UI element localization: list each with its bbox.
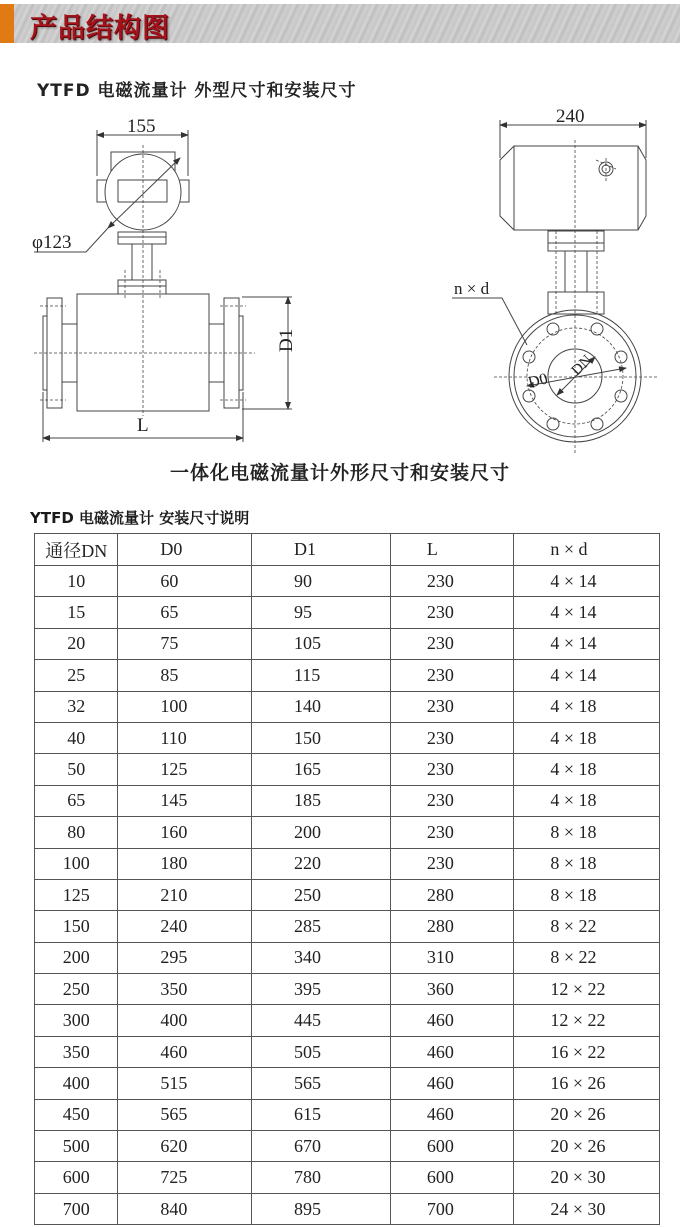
cell-d1: 105 [251,628,390,659]
cell-d0: 515 [118,1068,252,1099]
cell-nxd: 4 × 18 [514,785,660,816]
cell-nxd: 4 × 14 [514,597,660,628]
cell-d1: 220 [251,848,390,879]
flowmeter-dimension-drawing [0,100,680,455]
cell-d0: 620 [118,1131,252,1162]
table-row [35,1162,660,1193]
d1-label: D1 [276,328,297,352]
cell-d1: 95 [251,597,390,628]
header-l: L [390,534,513,566]
table-row [35,691,660,722]
cell-l: 230 [390,660,513,691]
cell-dn: 600 [35,1162,118,1193]
cell-d1: 565 [251,1068,390,1099]
cell-nxd: 16 × 26 [514,1068,660,1099]
cell-d0: 210 [118,879,252,910]
cell-d0: 110 [118,722,252,753]
cell-d1: 340 [251,942,390,973]
cell-d1: 285 [251,911,390,942]
cell-l: 360 [390,974,513,1005]
table-row [35,660,660,691]
cell-l: 230 [390,628,513,659]
cell-dn: 50 [35,754,118,785]
table-row [35,597,660,628]
cell-nxd: 20 × 30 [514,1162,660,1193]
cell-l: 280 [390,879,513,910]
cell-d1: 445 [251,1005,390,1036]
cell-l: 230 [390,848,513,879]
header-d1: D1 [251,534,390,566]
cell-nxd: 4 × 18 [514,691,660,722]
cell-dn: 450 [35,1099,118,1130]
cell-nxd: 8 × 18 [514,817,660,848]
cell-nxd: 4 × 14 [514,660,660,691]
cell-l: 700 [390,1193,513,1224]
cell-d0: 85 [118,660,252,691]
d0-label: D0 [526,370,550,392]
cell-d0: 460 [118,1036,252,1067]
cell-d1: 140 [251,691,390,722]
table-row [35,1099,660,1130]
table-header-row [35,534,660,566]
table-row [35,911,660,942]
cell-l: 230 [390,691,513,722]
cell-l: 460 [390,1005,513,1036]
dn-label: DN [568,352,596,379]
cell-nxd: 4 × 14 [514,566,660,597]
cell-dn: 32 [35,691,118,722]
cell-d1: 200 [251,817,390,848]
cell-dn: 125 [35,879,118,910]
bolt-nxd-label: n × d [454,279,490,298]
cell-dn: 500 [35,1131,118,1162]
cell-d1: 90 [251,566,390,597]
cell-d1: 185 [251,785,390,816]
cell-d0: 100 [118,691,252,722]
cell-l: 230 [390,754,513,785]
cell-l: 230 [390,566,513,597]
header-dn: 通径DN [35,534,118,566]
cell-dn: 15 [35,597,118,628]
table-row [35,628,660,659]
cell-l: 600 [390,1162,513,1193]
cell-d0: 160 [118,817,252,848]
cell-nxd: 20 × 26 [514,1131,660,1162]
table-row [35,1068,660,1099]
table-title: YTFD 电磁流量计 安装尺寸说明 [30,509,250,527]
table-row [35,942,660,973]
cell-l: 460 [390,1068,513,1099]
cell-l: 230 [390,817,513,848]
cell-nxd: 8 × 22 [514,911,660,942]
dimension-table [34,533,660,1225]
table-row [35,879,660,910]
cell-d1: 165 [251,754,390,785]
cell-dn: 10 [35,566,118,597]
cell-l: 280 [390,911,513,942]
cell-d0: 60 [118,566,252,597]
cell-nxd: 20 × 26 [514,1099,660,1130]
table-row [35,1005,660,1036]
cell-d0: 75 [118,628,252,659]
cell-d0: 145 [118,785,252,816]
table-row [35,566,660,597]
cell-d0: 240 [118,911,252,942]
cell-d0: 125 [118,754,252,785]
cell-d1: 150 [251,722,390,753]
cell-dn: 40 [35,722,118,753]
cell-dn: 80 [35,817,118,848]
banner-accent-bar [0,4,14,43]
cell-d1: 250 [251,879,390,910]
cell-d1: 895 [251,1193,390,1224]
diameter-123-label: φ123 [32,232,72,253]
width-240-label: 240 [556,106,585,127]
cell-l: 230 [390,722,513,753]
table-row [35,1131,660,1162]
cell-nxd: 12 × 22 [514,1005,660,1036]
cell-l: 310 [390,942,513,973]
cell-nxd: 16 × 22 [514,1036,660,1067]
header-d0: D0 [118,534,252,566]
header-nxd: n × d [514,534,660,566]
cell-dn: 400 [35,1068,118,1099]
cell-dn: 300 [35,1005,118,1036]
cell-d0: 350 [118,974,252,1005]
drawing-subtitle: YTFD 电磁流量计 外型尺寸和安装尺寸 [37,81,357,101]
cell-dn: 350 [35,1036,118,1067]
cell-nxd: 8 × 22 [514,942,660,973]
cell-d0: 840 [118,1193,252,1224]
table-row [35,974,660,1005]
length-l-label: L [137,415,149,436]
cell-nxd: 24 × 30 [514,1193,660,1224]
cell-dn: 65 [35,785,118,816]
table-row [35,785,660,816]
cell-dn: 25 [35,660,118,691]
table-row [35,722,660,753]
width-155-label: 155 [127,116,156,137]
table-row [35,1036,660,1067]
cell-d1: 505 [251,1036,390,1067]
cell-dn: 250 [35,974,118,1005]
cell-d0: 725 [118,1162,252,1193]
cell-d1: 395 [251,974,390,1005]
cell-nxd: 4 × 14 [514,628,660,659]
cell-dn: 200 [35,942,118,973]
cell-l: 230 [390,785,513,816]
drawing-caption: 一体化电磁流量计外形尺寸和安装尺寸 [169,462,510,484]
table-row [35,1193,660,1224]
cell-d1: 615 [251,1099,390,1130]
cell-l: 230 [390,597,513,628]
section-title: 产品结构图 [30,13,170,44]
cell-d1: 780 [251,1162,390,1193]
table-row [35,848,660,879]
cell-nxd: 4 × 18 [514,722,660,753]
cell-nxd: 12 × 22 [514,974,660,1005]
cell-nxd: 8 × 18 [514,848,660,879]
cell-l: 460 [390,1036,513,1067]
table-row [35,817,660,848]
cell-l: 600 [390,1131,513,1162]
section-banner [0,4,680,43]
table-row [35,754,660,785]
cell-dn: 150 [35,911,118,942]
cell-nxd: 8 × 18 [514,879,660,910]
cell-l: 460 [390,1099,513,1130]
cell-d0: 400 [118,1005,252,1036]
left-view [34,130,292,442]
cell-d0: 65 [118,597,252,628]
cell-d1: 115 [251,660,390,691]
cell-nxd: 4 × 18 [514,754,660,785]
cell-d0: 565 [118,1099,252,1130]
cell-d1: 670 [251,1131,390,1162]
cell-dn: 20 [35,628,118,659]
cell-d0: 180 [118,848,252,879]
cell-d0: 295 [118,942,252,973]
cell-dn: 700 [35,1193,118,1224]
cell-dn: 100 [35,848,118,879]
